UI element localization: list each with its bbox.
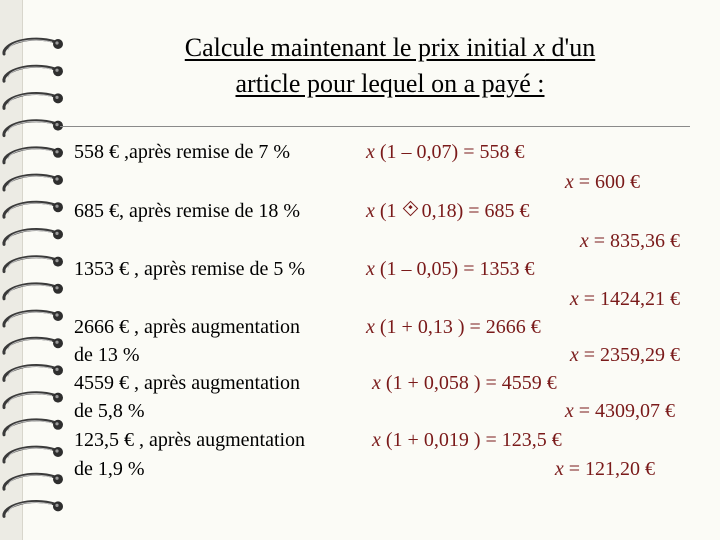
result: x = 600 € (564, 171, 640, 193)
spiral-ring (4, 501, 63, 516)
spiral-ring (4, 474, 63, 489)
equation: x (1 + 0,13 ) = 2666 € (366, 316, 541, 338)
spiral-ring (4, 393, 63, 408)
equation-part: 0,18) = 685 € (421, 200, 530, 222)
problem-label-line2: de 1,9 % (74, 458, 145, 480)
spiral-ring (4, 121, 63, 136)
equation-part: x (1 (366, 200, 397, 222)
equation: x (1 + 0,019 ) = 123,5 € (372, 429, 562, 451)
spiral-ring (4, 202, 63, 217)
spiral-ring (4, 311, 63, 326)
result: x = 2359,29 € (569, 344, 680, 366)
problem-label-line1: 2666 € , après augmentation (74, 316, 301, 338)
problem-label: 558 € ,après remise de 7 % (74, 141, 291, 163)
title-line-1: Calcule maintenant le prix initial x d'un (184, 33, 596, 62)
problem-label: 685 €, après remise de 18 % (74, 200, 301, 222)
spiral-ring (4, 447, 63, 462)
result: x = 121,20 € (554, 458, 655, 480)
spiral-ring (4, 39, 63, 54)
spiral-ring (4, 338, 63, 353)
spiral-ring (4, 365, 63, 380)
equation: x (1 – 0,05) = 1353 € (366, 258, 535, 280)
problem-label-line1: 4559 € , après augmentation (74, 372, 301, 394)
result: x = 4309,07 € (564, 400, 675, 422)
spiral-ring (4, 66, 63, 81)
equation (366, 199, 530, 223)
equation: x (1 – 0,07) = 558 € (366, 141, 525, 163)
page-title (90, 30, 690, 102)
problem-label-line1: 123,5 € , après augmentation (74, 429, 306, 451)
result: x = 1424,21 € (569, 288, 680, 310)
spiral-ring (4, 148, 63, 163)
spiral-ring (4, 229, 63, 244)
spiral-ring (4, 257, 63, 272)
problem-label-line2: de 13 % (74, 344, 140, 366)
diamond-glyph-icon (402, 201, 418, 217)
result: x = 835,36 € (579, 230, 680, 252)
spiral-ring (4, 420, 63, 435)
problem-label-line2: de 5,8 % (74, 400, 145, 422)
title-line-2: article pour lequel on a payé : (235, 69, 545, 98)
spiral-binding (0, 0, 68, 540)
spiral-ring (4, 284, 63, 299)
problem-label: 1353 € , après remise de 5 % (74, 258, 306, 280)
spiral-ring (4, 93, 63, 108)
spiral-ring (4, 175, 63, 190)
equation: x (1 + 0,058 ) = 4559 € (372, 372, 557, 394)
spiral-binding-icon (0, 0, 68, 540)
title-divider (60, 126, 690, 127)
